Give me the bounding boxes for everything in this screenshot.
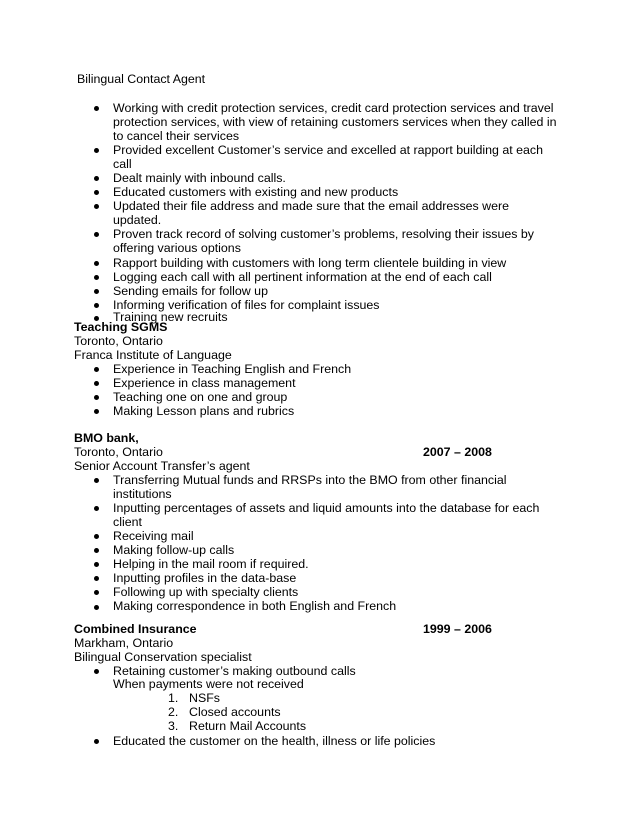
numbered-marker: 2. (168, 705, 179, 719)
bullet-icon (94, 534, 99, 539)
bullet-icon (94, 367, 99, 372)
job-title-bmo: BMO bank, (74, 431, 139, 445)
job-location: Toronto, Ontario (74, 445, 163, 459)
list-item: Educated customers with existing and new products (113, 185, 399, 199)
list-item: Provided excellent Customer’s service and excelled at rapport building at each (113, 143, 544, 157)
list-item-cont: offering various options (113, 241, 241, 255)
bullet-icon (94, 395, 99, 400)
list-item: Educated the customer on the health, illness or life policies (113, 734, 436, 748)
bullet-icon (94, 261, 99, 266)
bullet-icon (94, 506, 99, 511)
job-role: Bilingual Conservation specialist (74, 650, 252, 664)
list-item: Making follow-up calls (113, 543, 235, 557)
numbered-marker: 1. (168, 691, 179, 705)
numbered-item: Closed accounts (189, 705, 281, 719)
list-item: Updated their file address and made sure that the email addresses were (113, 199, 510, 213)
list-item: Receiving mail (113, 529, 194, 543)
list-item: Proven track record of solving customer’s problems, resolving their issues by (113, 227, 534, 241)
bullet-icon (94, 232, 99, 237)
bullet-icon (94, 669, 99, 674)
bullet-icon (94, 303, 99, 308)
bullet-icon (94, 381, 99, 386)
bullet-icon (94, 605, 99, 610)
numbered-item: NSFs (189, 691, 220, 705)
list-item: Logging each call with all pertinent information at the end of each call (113, 270, 492, 284)
list-item: Sending emails for follow up (113, 284, 268, 298)
bullet-icon (94, 106, 99, 111)
list-item: Dealt mainly with inbound calls. (113, 171, 286, 185)
list-item-cont: institutions (113, 487, 172, 501)
bullet-icon (94, 148, 99, 153)
bullet-icon (94, 289, 99, 294)
bullet-icon (94, 576, 99, 581)
list-item: Informing verification of files for complaint issues (113, 298, 380, 312)
bullet-icon (94, 176, 99, 181)
bullet-icon (94, 478, 99, 483)
numbered-marker: 3. (168, 719, 179, 733)
list-item: Experience in class management (113, 376, 296, 390)
list-item: Working with credit protection services, credit card protection services and travel (113, 101, 554, 115)
list-item-cont: call (113, 157, 132, 171)
bullet-icon (94, 548, 99, 553)
list-item-cont: protection services, with view of retaining customers services when they called in (113, 115, 557, 129)
list-item: Teaching one on one and group (113, 390, 288, 404)
list-item: Making correspondence in both English and French (113, 599, 397, 613)
bullet-icon (94, 590, 99, 595)
list-item: Following up with specialty clients (113, 585, 299, 599)
job-title-contact-agent: Bilingual Contact Agent (77, 72, 206, 86)
list-item: Training new recruits (113, 310, 228, 324)
bullet-icon (94, 409, 99, 414)
list-item: Retaining customer’s making outbound calls (113, 664, 356, 678)
job-dates: 2007 – 2008 (423, 445, 492, 459)
list-item: Transferring Mutual funds and RRSPs into the BMO from other financial (113, 473, 507, 487)
job-role: Senior Account Transfer’s agent (74, 459, 250, 473)
job-dates: 1999 – 2006 (423, 622, 492, 636)
job-location: Markham, Ontario (74, 636, 174, 650)
list-item: Experience in Teaching English and French (113, 362, 352, 376)
bullet-icon (94, 204, 99, 209)
job-location: Toronto, Ontario (74, 334, 163, 348)
job-title-combined-insurance: Combined Insurance (74, 622, 197, 636)
list-item-cont: to cancel their services (113, 129, 240, 143)
list-item: Rapport building with customers with long term clientele building in view (113, 256, 507, 270)
bullet-icon (94, 739, 99, 744)
job-organization: Franca Institute of Language (74, 348, 232, 362)
list-item: Making Lesson plans and rubrics (113, 404, 295, 418)
list-item-cont: When payments were not received (113, 677, 304, 691)
list-item-cont: updated. (113, 213, 162, 227)
bullet-icon (94, 562, 99, 567)
bullet-icon (94, 190, 99, 195)
job-title-teaching: Teaching SGMS (74, 320, 168, 334)
list-item: Inputting profiles in the data-base (113, 571, 297, 585)
bullet-icon (94, 275, 99, 280)
numbered-item: Return Mail Accounts (189, 719, 307, 733)
list-item-cont: client (113, 515, 142, 529)
list-item: Helping in the mail room if required. (113, 557, 309, 571)
list-item: Inputting percentages of assets and liquid amounts into the database for each (113, 501, 540, 515)
